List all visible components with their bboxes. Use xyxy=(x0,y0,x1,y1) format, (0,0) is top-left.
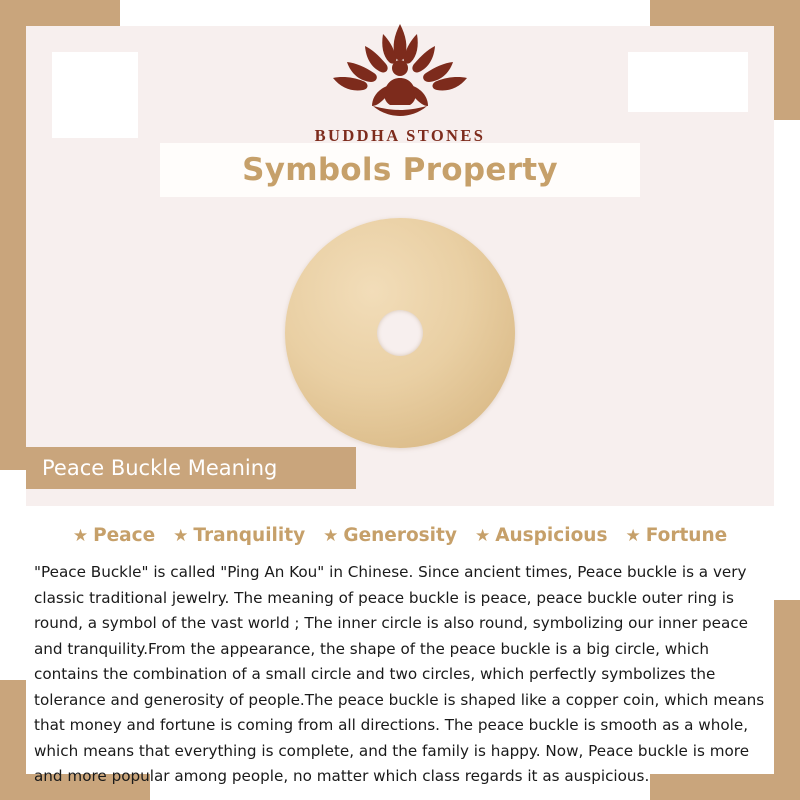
keyword-label: Auspicious xyxy=(495,525,608,546)
page-title-band xyxy=(160,143,640,197)
lotus-meditation-figure-icon xyxy=(315,20,485,120)
keyword-label: Generosity xyxy=(343,525,457,546)
description-text: "Peace Buckle" is called "Ping An Kou" in Chinese. Since ancient times, Peace buckle is a very classic traditional jewelry. The meaning of peace buckle is peace, peace buckle outer ring is round, a symbol of the vast world ; The inner circle is also round, symbolizing our inner peace and tranquility.From the appearance, the shape of the peace buckle is a big circle, which contains the combination of a small circle and two circles, which perfectly symbolizes the tolerance and generosity of people.The peace buckle is shaped like a copper coin, which means that money and fortune is coming from all directions. The peace buckle is smooth as a whole, which means that everything is complete, and the family is happy. Now, Peace buckle is more and more popular among people, no matter which class regards it as auspicious. xyxy=(34,563,765,786)
keyword-item xyxy=(323,525,457,546)
peace-buckle-disc xyxy=(285,218,515,448)
keyword-item xyxy=(173,525,305,546)
keyword-item xyxy=(475,525,608,546)
star-icon: ★ xyxy=(72,525,89,546)
keyword-label: Tranquility xyxy=(193,525,306,546)
star-icon: ★ xyxy=(323,525,339,546)
star-icon: ★ xyxy=(173,525,189,546)
section-ribbon xyxy=(26,447,356,489)
brand-name: BUDDHA STONES xyxy=(314,126,486,145)
section-ribbon-tail xyxy=(330,447,352,489)
star-icon: ★ xyxy=(625,525,641,546)
keyword-list xyxy=(26,525,774,546)
product-image xyxy=(0,218,800,448)
peace-buckle-hole xyxy=(377,310,423,356)
page-title: Symbols Property xyxy=(242,152,558,188)
keyword-item xyxy=(625,525,727,546)
frame-border-right-bottom xyxy=(774,600,800,800)
keyword-label: Fortune xyxy=(645,525,728,546)
section-title: Peace Buckle Meaning xyxy=(42,456,278,480)
keyword-label: Peace xyxy=(93,525,156,546)
brand-logo xyxy=(0,20,800,146)
keyword-item xyxy=(73,525,155,546)
star-icon: ★ xyxy=(474,525,491,546)
